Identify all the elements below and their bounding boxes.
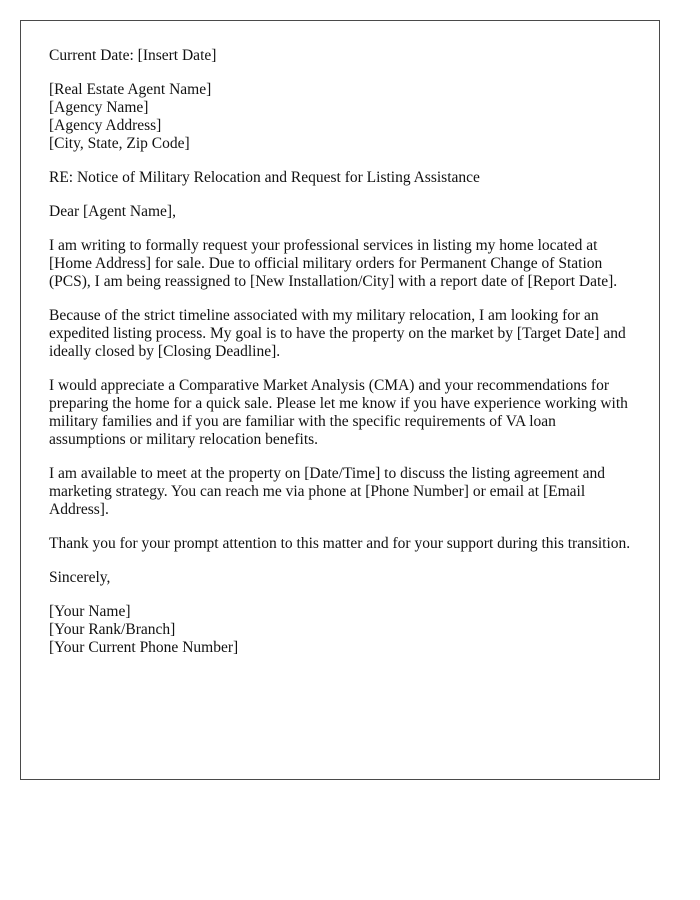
recipient-agent-name: [Real Estate Agent Name] [49, 81, 212, 98]
recipient-city-state-zip: [City, State, Zip Code] [49, 135, 190, 152]
closing [49, 569, 634, 587]
subject-line [49, 169, 634, 187]
signature-rank-branch: [Your Rank/Branch] [49, 621, 176, 638]
letter-page [20, 20, 660, 780]
body-paragraph-request: I am writing to formally request your professional services in listing my home located at [Home Address] for sale. Due to official military orders for Permanent Change of Station (PCS), I am being reassigned to [New Installation/City] with a report date of [Report Date]. [49, 237, 618, 290]
recipient-agency-address: [Agency Address] [49, 117, 162, 134]
recipient-agency-name: [Agency Name] [49, 99, 149, 116]
signature-name: [Your Name] [49, 603, 131, 620]
body-paragraph-thanks: Thank you for your prompt attention to this matter and for your support during this transition. [49, 535, 631, 552]
body-paragraph-timeline: Because of the strict timeline associated with my military relocation, I am looking for an expedited listing process. My goal is to have the property on the market by [Target Date] and ideally closed by [Closing Deadline]. [49, 307, 626, 360]
date-text: Current Date: [Insert Date] [49, 47, 217, 64]
subject-text: RE: Notice of Military Relocation and Request for Listing Assistance [49, 169, 480, 186]
salutation [49, 203, 634, 221]
signature-block [49, 603, 634, 657]
closing-text: Sincerely, [49, 569, 111, 586]
letter-body [49, 47, 634, 673]
salutation-text: Dear [Agent Name], [49, 203, 176, 220]
body-paragraph-availability: I am available to meet at the property on [Date/Time] to discuss the listing agreement and marketing strategy. You can reach me via phone at [Phone Number] or email at [Email Address]. [49, 465, 605, 518]
body-paragraph-cma: I would appreciate a Comparative Market Analysis (CMA) and your recommendations for preparing the home for a quick sale. Please let me know if you have experience working with military families and if you are familiar with the specific requirements of VA loan assumptions or military relocation benefits. [49, 377, 628, 448]
date-line [49, 47, 634, 65]
recipient-address-block [49, 81, 634, 153]
signature-phone: [Your Current Phone Number] [49, 639, 239, 656]
